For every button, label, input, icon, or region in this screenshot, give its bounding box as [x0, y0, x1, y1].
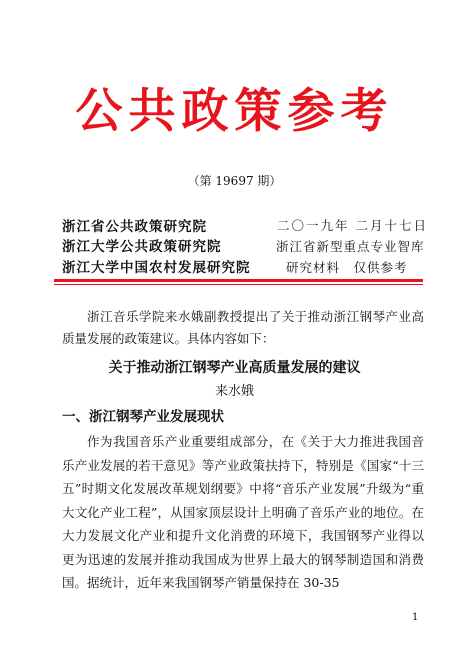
header-divider-thin [54, 284, 423, 285]
author-name: 来水娥 [214, 384, 254, 399]
article-title: 关于推动浙江钢琴产业高质量发展的建议 [108, 360, 361, 376]
organization-name: 浙江大学中国农村发展研究院 [62, 260, 251, 276]
header-divider-thick [54, 279, 423, 282]
publication-date: 二〇一九年 二月十七日 [277, 218, 428, 233]
intro-paragraph: 浙江音乐学院来水娥副教授提出了关于推动浙江钢琴产业高质量发展的政策建议。具体内容如下： [62, 309, 424, 346]
page-number: 1 [412, 612, 419, 623]
masthead-title: 公共政策参考 [75, 84, 394, 139]
organization-name: 浙江省公共政策研究院 [62, 219, 207, 235]
issue-number: （第 19697 期） [187, 174, 282, 188]
organization-name: 浙江大学公共政策研究院 [62, 239, 222, 255]
body-paragraph: 作为我国音乐产业重要组成部分，在《关于大力推进我国音乐产业发展的若干意见》等产业政策扶持下，特别是《国家“十三五”时期文化发展改革规划纲要》中将“音乐产业发展”升级为“重大文化产业工程”，从国家顶层设计上明确了音乐产业的地位。在大力发展文化产业和提升文化消费的环境下，我国钢琴产业得以更为迅速的发展并推动我国成为世界上最大的钢琴制造国和消费国。据统计，近年来我国钢琴产销量保持在 30-35 [62, 434, 424, 590]
section-heading: 一、浙江钢琴产业发展现状 [62, 409, 224, 425]
material-note: 研究材料 仅供参考 [286, 260, 408, 275]
think-tank-label: 浙江省新型重点专业智库 [276, 239, 425, 254]
